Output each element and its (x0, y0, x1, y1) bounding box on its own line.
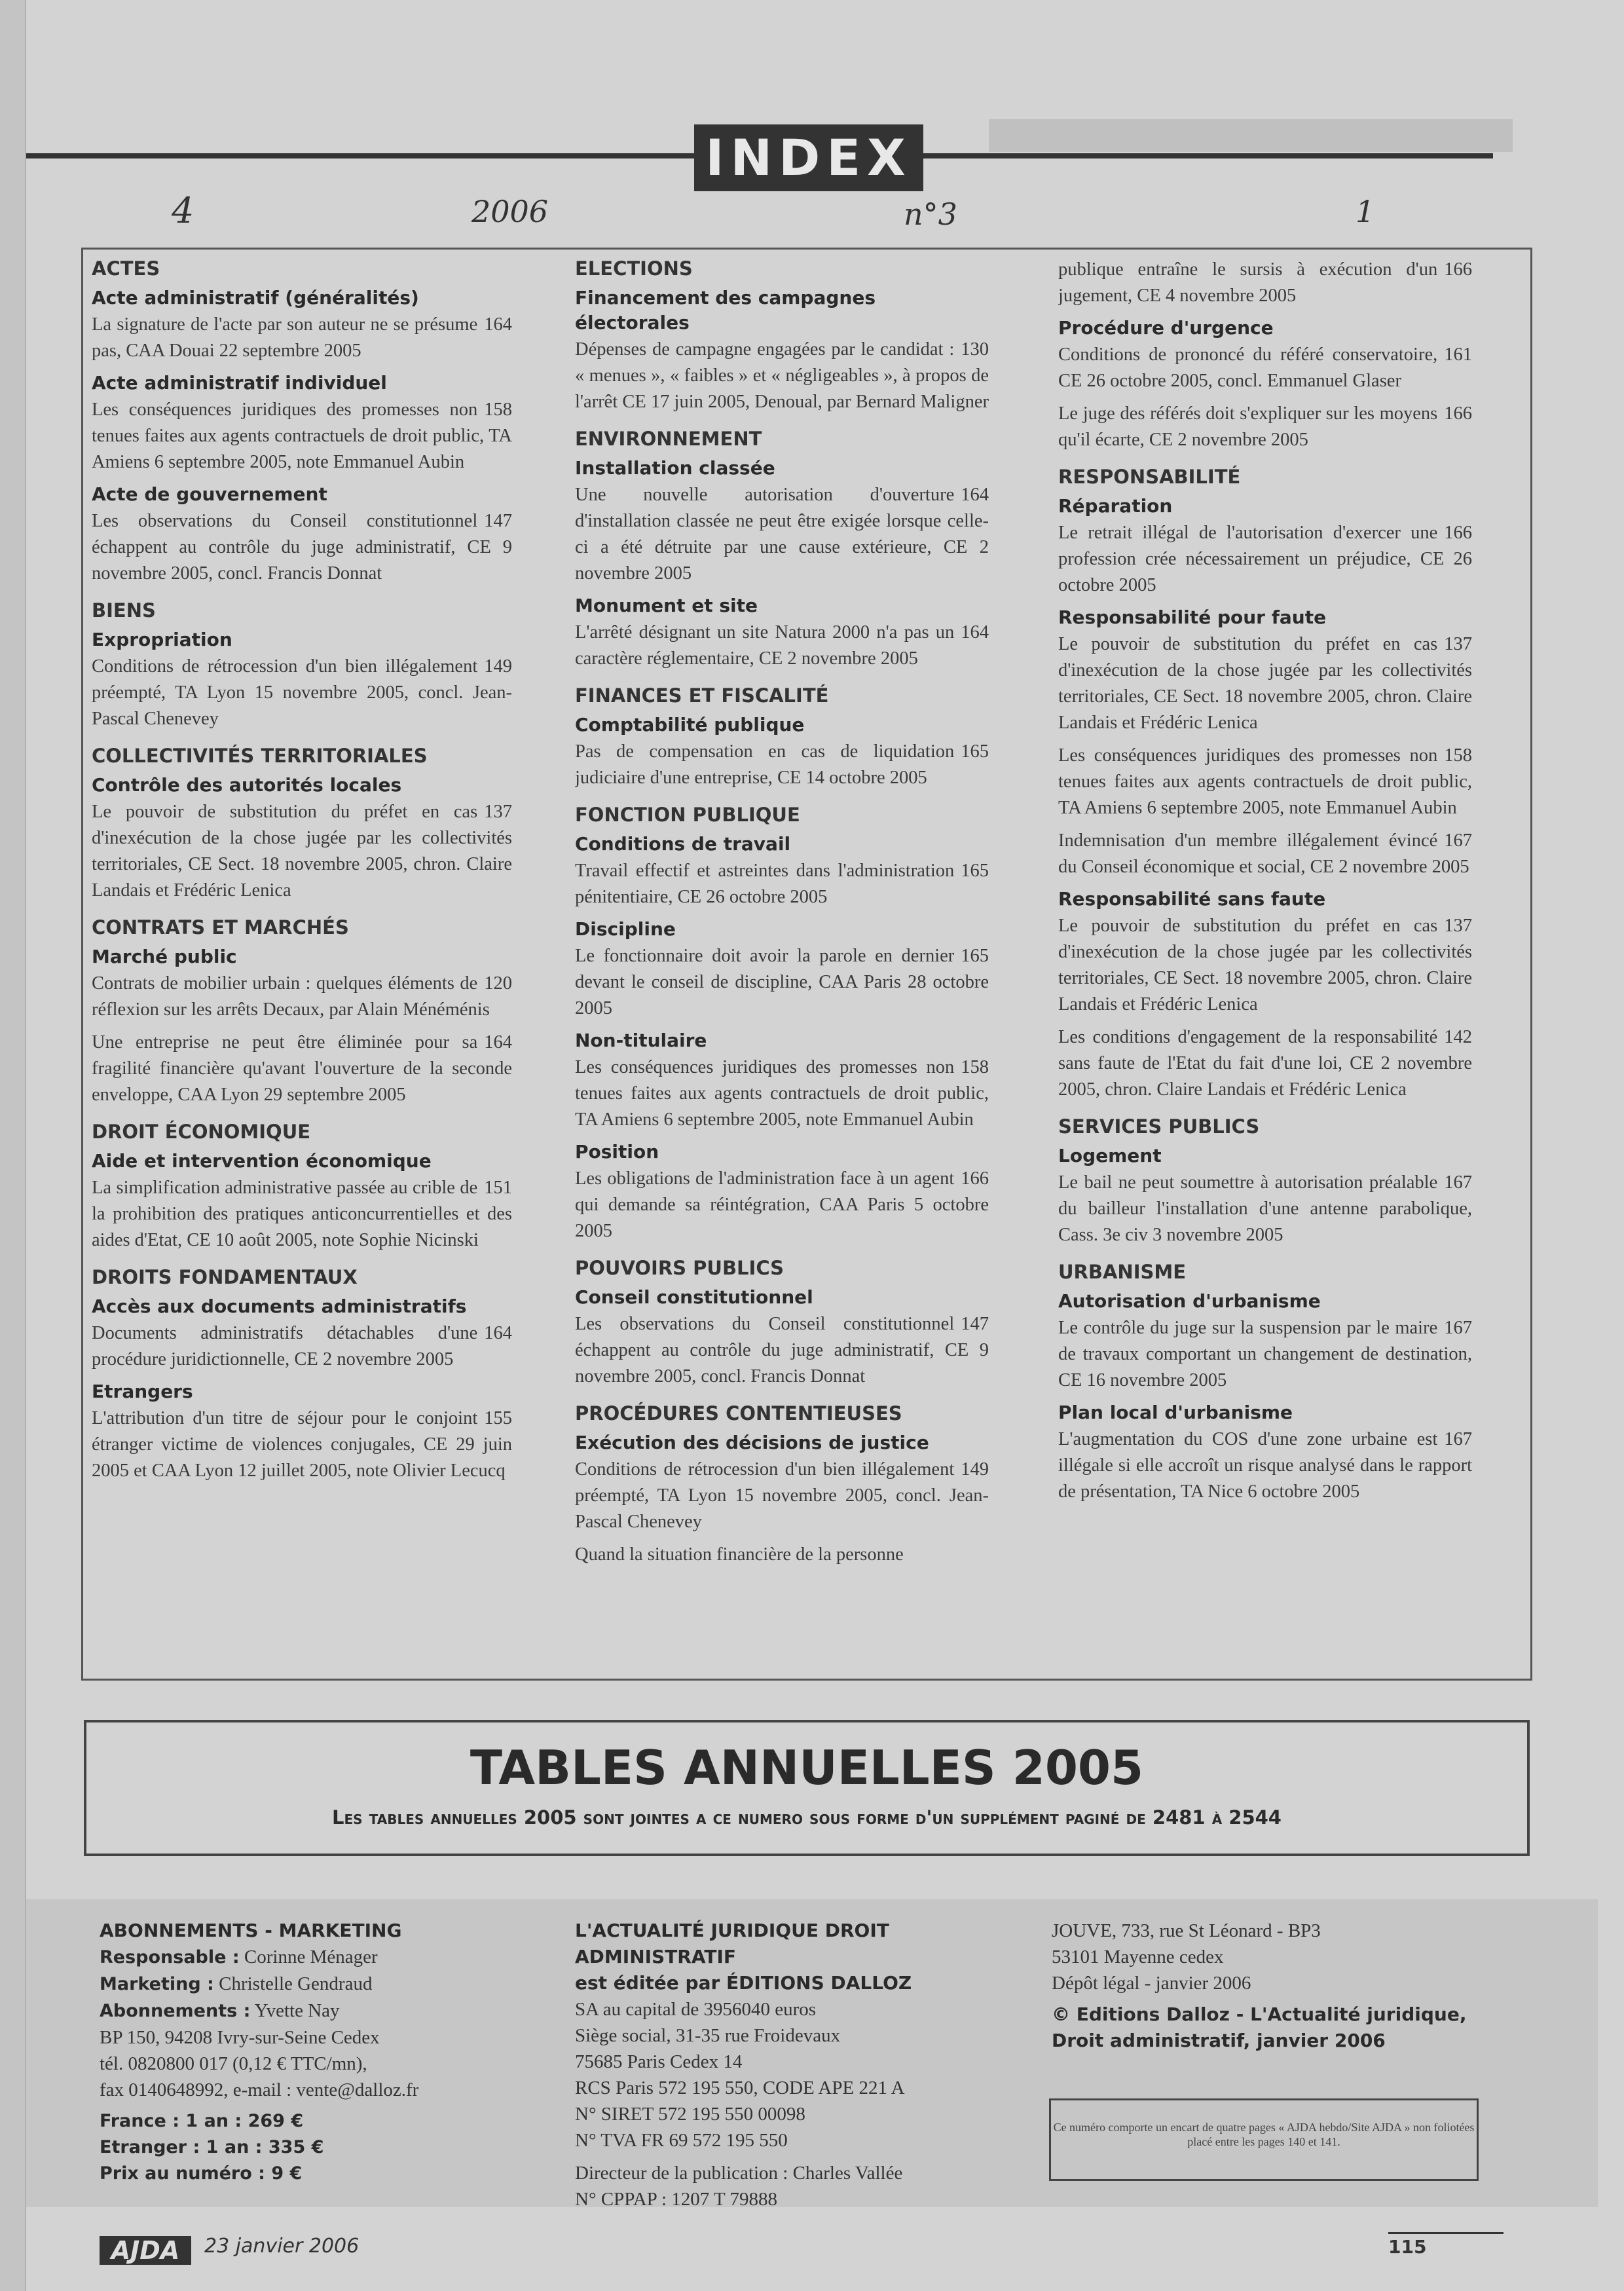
subsection-heading: Financement des campagnes électorales (575, 287, 876, 333)
entry-page-number: 164 (961, 622, 989, 643)
entry-text: Indemnisation d'un membre illégalement évincé du Conseil économique et social, CE 2 novembre 2005 (1058, 830, 1469, 877)
section-heading: FONCTION PUBLIQUE (575, 804, 800, 826)
publisher-address: Siège social, 31-35 rue Froidevaux (575, 2025, 841, 2046)
index-entry (1058, 913, 1472, 1018)
entry-text: Conditions de rétrocession d'un bien illégalement préempté, TA Lyon 15 novembre 2005, concl. Jean-Pascal Chenevey (575, 1459, 989, 1532)
entry-page-number: 166 (961, 1168, 989, 1189)
entry-page-number: 130 (961, 339, 989, 360)
entry-text: Le juge des référés doit s'expliquer sur les moyens qu'il écarte, CE 2 novembre 2005 (1058, 403, 1438, 450)
subsection-heading: Plan local d'urbanisme (1058, 1402, 1293, 1423)
entry-text: Une nouvelle autorisation d'ouverture d'installation classée ne peut être exigée lorsque celle-ci a été détruite par une cause extérieure, CE 2 novembre 2005 (575, 485, 989, 584)
entry-text: Les obligations de l'administration face à un agent qui demande sa réintégration, CAA Paris 5 octobre 2005 (575, 1168, 989, 1241)
price-france: France : 1 an : 269 € (100, 2111, 304, 2131)
publisher-capital: SA au capital de 3956040 euros (575, 1999, 817, 2020)
entry-page-number: 142 (1444, 1027, 1472, 1047)
subsection-heading: Non-titulaire (575, 1030, 707, 1051)
subsection-heading: Logement (1058, 1145, 1162, 1166)
subsection-heading: Acte de gouvernement (92, 483, 327, 505)
price-etranger: Etranger : 1 an : 335 € (100, 2137, 324, 2157)
entry-page-number: 120 (484, 973, 512, 994)
address-line: BP 150, 94208 Ivry-sur-Seine Cedex (100, 2027, 380, 2048)
tables-annuelles-box (84, 1720, 1530, 1856)
index-entry (1058, 257, 1472, 309)
entry-text: publique entraîne le sursis à exécution d'un jugement, CE 4 novembre 2005 (1058, 259, 1438, 306)
index-entry (575, 1166, 989, 1244)
entry-page-number: 147 (961, 1314, 989, 1334)
index-entry (575, 482, 989, 587)
responsable-value: Corinne Ménager (244, 1946, 378, 1967)
index-entry (1058, 828, 1472, 880)
entry-page-number: 167 (1444, 1172, 1472, 1193)
entry-page-number: 149 (484, 656, 512, 677)
index-entry (92, 1175, 512, 1254)
subscriptions-block (100, 1918, 519, 2187)
index-entry (92, 312, 512, 364)
entry-text: Le bail ne peut soumettre à autorisation préalable du bailleur l'installation d'une antenne parabolique, Cass. 3e civ 3 novembre 2005 (1058, 1172, 1472, 1245)
entry-text: L'arrêté désignant un site Natura 2000 n'a pas un caractère réglementaire, CE 2 novembre 2005 (575, 622, 955, 669)
index-entry (1058, 1315, 1472, 1394)
entry-text: La signature de l'acte par son auteur ne se présume pas, CAA Douai 22 septembre 2005 (92, 314, 478, 361)
index-entry (92, 971, 512, 1023)
publisher-block (575, 1918, 1033, 2212)
subsection-heading: Procédure d'urgence (1058, 317, 1274, 339)
ajda-logo: AJDA (100, 2236, 191, 2265)
subsection-heading: Comptabilité publique (575, 714, 805, 736)
entry-text: Documents administratifs détachables d'une procédure juridictionnelle, CE 2 novembre 2005 (92, 1323, 478, 1369)
entry-text: Le retrait illégal de l'autorisation d'exercer une profession crée nécessairement un préjudice, CE 26 octobre 2005 (1058, 523, 1472, 595)
entry-text: Le pouvoir de substitution du préfet en cas d'inexécution de la chose jugée par les collectivités territoriales, CE Sect. 18 novembre 2005, chron. Claire Landais et Frédéric Lenica (1058, 916, 1472, 1015)
index-entry (575, 620, 989, 672)
index-column-2 (575, 257, 989, 1671)
bleed-through-header (989, 119, 1513, 152)
printer-city: 53101 Mayenne cedex (1052, 1946, 1224, 1967)
subsection-heading: Conditions de travail (575, 833, 791, 855)
legal-deposit: Dépôt légal - janvier 2006 (1052, 1973, 1251, 1994)
subsection-heading: Discipline (575, 918, 676, 940)
publisher-tva: N° TVA FR 69 572 195 550 (575, 2130, 788, 2151)
index-entry (1058, 631, 1472, 736)
entry-page-number: 166 (1444, 403, 1472, 424)
entry-text: Le contrôle du juge sur la suspension par le maire de travaux comportant un changement de destination, CE 16 novembre 2005 (1058, 1318, 1472, 1390)
index-entry (92, 1406, 512, 1484)
subsection-heading: Expropriation (92, 629, 232, 650)
section-heading: DROIT ÉCONOMIQUE (92, 1121, 311, 1143)
page-number-rule (1388, 2232, 1504, 2234)
entry-page-number: 165 (961, 861, 989, 881)
section-heading: PROCÉDURES CONTENTIEUSES (575, 1402, 902, 1425)
section-heading: RESPONSABILITÉ (1058, 466, 1241, 488)
index-entry (575, 1311, 989, 1390)
section-heading: URBANISME (1058, 1261, 1187, 1283)
index-entry (575, 1054, 989, 1133)
entry-text: Contrats de mobilier urbain : quelques éléments de réflexion sur les arrêts Decaux, par Alain Ménéménis (92, 973, 490, 1020)
publication-director: Directeur de la publication : Charles Vallée (575, 2163, 903, 2184)
responsable-label: Responsable : (100, 1947, 240, 1967)
entry-text: Les conditions d'engagement de la responsabilité sans faute de l'Etat du fait d'une loi, CE 2 novembre 2005, chron. Claire Landais et Frédéric Lenica (1058, 1027, 1472, 1100)
section-heading: FINANCES ET FISCALITÉ (575, 684, 829, 707)
subsection-heading: Acte administratif (généralités) (92, 287, 419, 308)
index-entry (1058, 743, 1472, 821)
subsection-heading: Autorisation d'urbanisme (1058, 1290, 1321, 1312)
entry-page-number: 151 (484, 1178, 512, 1198)
subsection-heading: Monument et site (575, 595, 758, 616)
subsection-heading: Conseil constitutionnel (575, 1286, 813, 1308)
entry-text: Quand la situation financière de la personne (575, 1544, 904, 1565)
entry-page-number: 167 (1444, 830, 1472, 851)
index-entry (575, 337, 989, 415)
entry-page-number: 149 (961, 1459, 989, 1480)
index-entry (575, 858, 989, 910)
subsection-heading: Responsabilité pour faute (1058, 606, 1327, 628)
subsection-heading: Responsabilité sans faute (1058, 888, 1326, 910)
entry-page-number: 137 (484, 802, 512, 822)
entry-text: Travail effectif et astreintes dans l'administration pénitentiaire, CE 26 octobre 2005 (575, 861, 955, 907)
abonnements-value: Yvette Nay (254, 2000, 340, 2021)
subsection-heading: Acte administratif individuel (92, 372, 387, 394)
index-entry (575, 1457, 989, 1535)
entry-page-number: 166 (1444, 523, 1472, 543)
entry-text: Dépenses de campagne engagées par le candidat : « menues », « faibles » et « négligeables », à propos de l'arrêt CE 17 juin 2005, Denoual, par Bernard Maligner (575, 339, 989, 412)
subsection-heading: Accès aux documents administratifs (92, 1295, 467, 1317)
price-numero: Prix au numéro : 9 € (100, 2163, 303, 2184)
handwritten-year: 2006 (471, 194, 549, 229)
entry-text: Conditions de prononcé du référé conservatoire, CE 26 octobre 2005, concl. Emmanuel Glaser (1058, 345, 1438, 391)
entry-page-number: 155 (484, 1408, 512, 1428)
subsection-heading: Etrangers (92, 1381, 193, 1402)
entry-text: Conditions de rétrocession d'un bien illégalement préempté, TA Lyon 15 novembre 2005, concl. Jean-Pascal Chenevey (92, 656, 512, 729)
index-entry (92, 654, 512, 732)
subsection-heading: Aide et intervention économique (92, 1150, 432, 1172)
entry-page-number: 147 (484, 511, 512, 531)
section-heading: ENVIRONNEMENT (575, 428, 762, 450)
subsection-heading: Réparation (1058, 495, 1173, 517)
section-heading: BIENS (92, 599, 156, 622)
entry-text: La simplification administrative passée au crible de la prohibition des pratiques anticoncurrentielles et des aides d'Etat, CE 10 août 2005, note Sophie Nicinski (92, 1178, 512, 1250)
index-entry (1058, 1426, 1472, 1505)
subsection-heading: Exécution des décisions de justice (575, 1432, 929, 1453)
index-entry (92, 799, 512, 904)
index-entry (92, 508, 512, 587)
entry-page-number: 166 (1444, 259, 1472, 280)
entry-page-number: 164 (961, 485, 989, 505)
handwritten-number: n°3 (904, 196, 957, 232)
fax-email-line: fax 0140648992, e-mail : vente@dalloz.fr (100, 2079, 419, 2100)
entry-page-number: 167 (1444, 1318, 1472, 1338)
entry-page-number: 158 (961, 1057, 989, 1077)
handwritten-volume: 4 (172, 190, 194, 231)
index-entry (575, 1542, 989, 1568)
entry-page-number: 164 (484, 1323, 512, 1343)
page-number: 115 (1388, 2236, 1427, 2258)
index-entry (92, 397, 512, 475)
insert-notice: Ce numéro comporte un encart de quatre pages « AJDA hebdo/Site AJDA » non foliotées placé entre les pages 140 et 141. (1049, 2098, 1479, 2181)
entry-text: Pas de compensation en cas de liquidation judiciaire d'une entreprise, CE 14 octobre 2005 (575, 741, 955, 788)
index-column-1 (92, 257, 512, 1671)
publisher-line: est éditée par ÉDITIONS DALLOZ (575, 1972, 912, 1994)
publisher-city: 75685 Paris Cedex 14 (575, 2051, 743, 2072)
index-entry (575, 943, 989, 1022)
entry-page-number: 161 (1444, 345, 1472, 365)
index-column-3 (1058, 257, 1472, 1671)
index-entry (1058, 342, 1472, 394)
entry-text: L'attribution d'un titre de séjour pour le conjoint étranger victime de violences conjugales, CE 29 juin 2005 et CAA Lyon 12 juillet 2005, note Olivier Lecucq (92, 1408, 512, 1481)
subscriptions-title: ABONNEMENTS - MARKETING (100, 1920, 402, 1941)
section-heading: COLLECTIVITÉS TERRITORIALES (92, 745, 428, 767)
subsection-heading: Contrôle des autorités locales (92, 774, 402, 796)
index-entry (92, 1320, 512, 1373)
entry-page-number: 158 (1444, 745, 1472, 766)
publication-title: L'ACTUALITÉ JURIDIQUE DROIT ADMINISTRATIF (575, 1920, 889, 1967)
section-heading: SERVICES PUBLICS (1058, 1115, 1260, 1138)
entry-text: Une entreprise ne peut être éliminée pour sa fragilité financière qu'avant l'ouverture de la seconde enveloppe, CAA Lyon 29 septembre 2005 (92, 1032, 512, 1105)
printer-block (1052, 1918, 1510, 2054)
section-heading: CONTRATS ET MARCHÉS (92, 916, 349, 939)
index-entry (1058, 1170, 1472, 1248)
entry-page-number: 137 (1444, 916, 1472, 936)
entry-page-number: 158 (484, 400, 512, 420)
abonnements-label: Abonnements : (100, 2001, 251, 2021)
publisher-siret: N° SIRET 572 195 550 00098 (575, 2104, 805, 2125)
tables-subtitle: Les tables annuelles 2005 sont jointes a ce numero sous forme d'un supplément paginé de 2481 à 2544 (332, 1806, 1282, 1829)
telephone-line: tél. 0820800 017 (0,12 € TTC/mn), (100, 2053, 367, 2074)
entry-text: Les conséquences juridiques des promesses non tenues faites aux agents contractuels de droit public, TA Amiens 6 septembre 2005, note Emmanuel Aubin (1058, 745, 1472, 818)
entry-page-number: 164 (484, 1032, 512, 1052)
section-heading: ACTES (92, 257, 160, 280)
copyright-line-1: © Editions Dalloz - L'Actualité juridique, (1052, 2003, 1467, 2025)
index-entry (1058, 401, 1472, 453)
entry-text: Le pouvoir de substitution du préfet en cas d'inexécution de la chose jugée par les collectivités territoriales, CE Sect. 18 novembre 2005, chron. Claire Landais et Frédéric Lenica (92, 802, 512, 901)
section-heading: ELECTIONS (575, 257, 693, 280)
entry-text: Les conséquences juridiques des promesses non tenues faites aux agents contractuels de droit public, TA Amiens 6 septembre 2005, note Emmanuel Aubin (92, 400, 512, 472)
entry-text: Le fonctionnaire doit avoir la parole en dernier devant le conseil de discipline, CAA Paris 28 octobre 2005 (575, 946, 989, 1018)
subsection-heading: Position (575, 1141, 659, 1163)
page-edge (0, 0, 26, 2291)
entry-page-number: 167 (1444, 1429, 1472, 1449)
subsection-heading: Installation classée (575, 457, 775, 479)
issue-date: 23 janvier 2006 (204, 2235, 360, 2258)
index-entry (92, 1030, 512, 1108)
entry-text: L'augmentation du COS d'une zone urbaine est illégale si elle accroît un risque analysé dans le rapport de présentation, TA Nice 6 octobre 2005 (1058, 1429, 1472, 1502)
entry-text: Les conséquences juridiques des promesses non tenues faites aux agents contractuels de droit public, TA Amiens 6 septembre 2005, note Emmanuel Aubin (575, 1057, 989, 1130)
index-entry (575, 739, 989, 791)
entry-text: Les observations du Conseil constitutionnel échappent au contrôle du juge administratif, CE 9 novembre 2005, concl. Francis Donnat (92, 511, 512, 584)
index-entry (1058, 520, 1472, 599)
copyright-line-2: Droit administratif, janvier 2006 (1052, 2030, 1386, 2051)
entry-text: Le pouvoir de substitution du préfet en cas d'inexécution de la chose jugée par les collectivités territoriales, CE Sect. 18 novembre 2005, chron. Claire Landais et Frédéric Lenica (1058, 634, 1472, 733)
tables-title: TABLES ANNUELLES 2005 (470, 1740, 1144, 1795)
handwritten-part: 1 (1356, 194, 1375, 229)
entry-page-number: 165 (961, 946, 989, 966)
printer-address: JOUVE, 733, rue St Léonard - BP3 (1052, 1920, 1321, 1941)
section-heading: POUVOIRS PUBLICS (575, 1257, 784, 1279)
entry-text: Les observations du Conseil constitutionnel échappent au contrôle du juge administratif, CE 9 novembre 2005, concl. Francis Donnat (575, 1314, 989, 1387)
marketing-label: Marketing : (100, 1974, 214, 1994)
cppap-number: N° CPPAP : 1207 T 79888 (575, 2189, 777, 2210)
subsection-heading: Marché public (92, 946, 237, 967)
index-title: INDEX (694, 124, 923, 191)
entry-page-number: 137 (1444, 634, 1472, 654)
entry-page-number: 165 (961, 741, 989, 762)
publisher-rcs: RCS Paris 572 195 550, CODE APE 221 A (575, 2077, 905, 2098)
entry-page-number: 164 (484, 314, 512, 335)
section-heading: DROITS FONDAMENTAUX (92, 1266, 358, 1288)
index-entry (1058, 1024, 1472, 1103)
marketing-value: Christelle Gendraud (219, 1973, 373, 1994)
